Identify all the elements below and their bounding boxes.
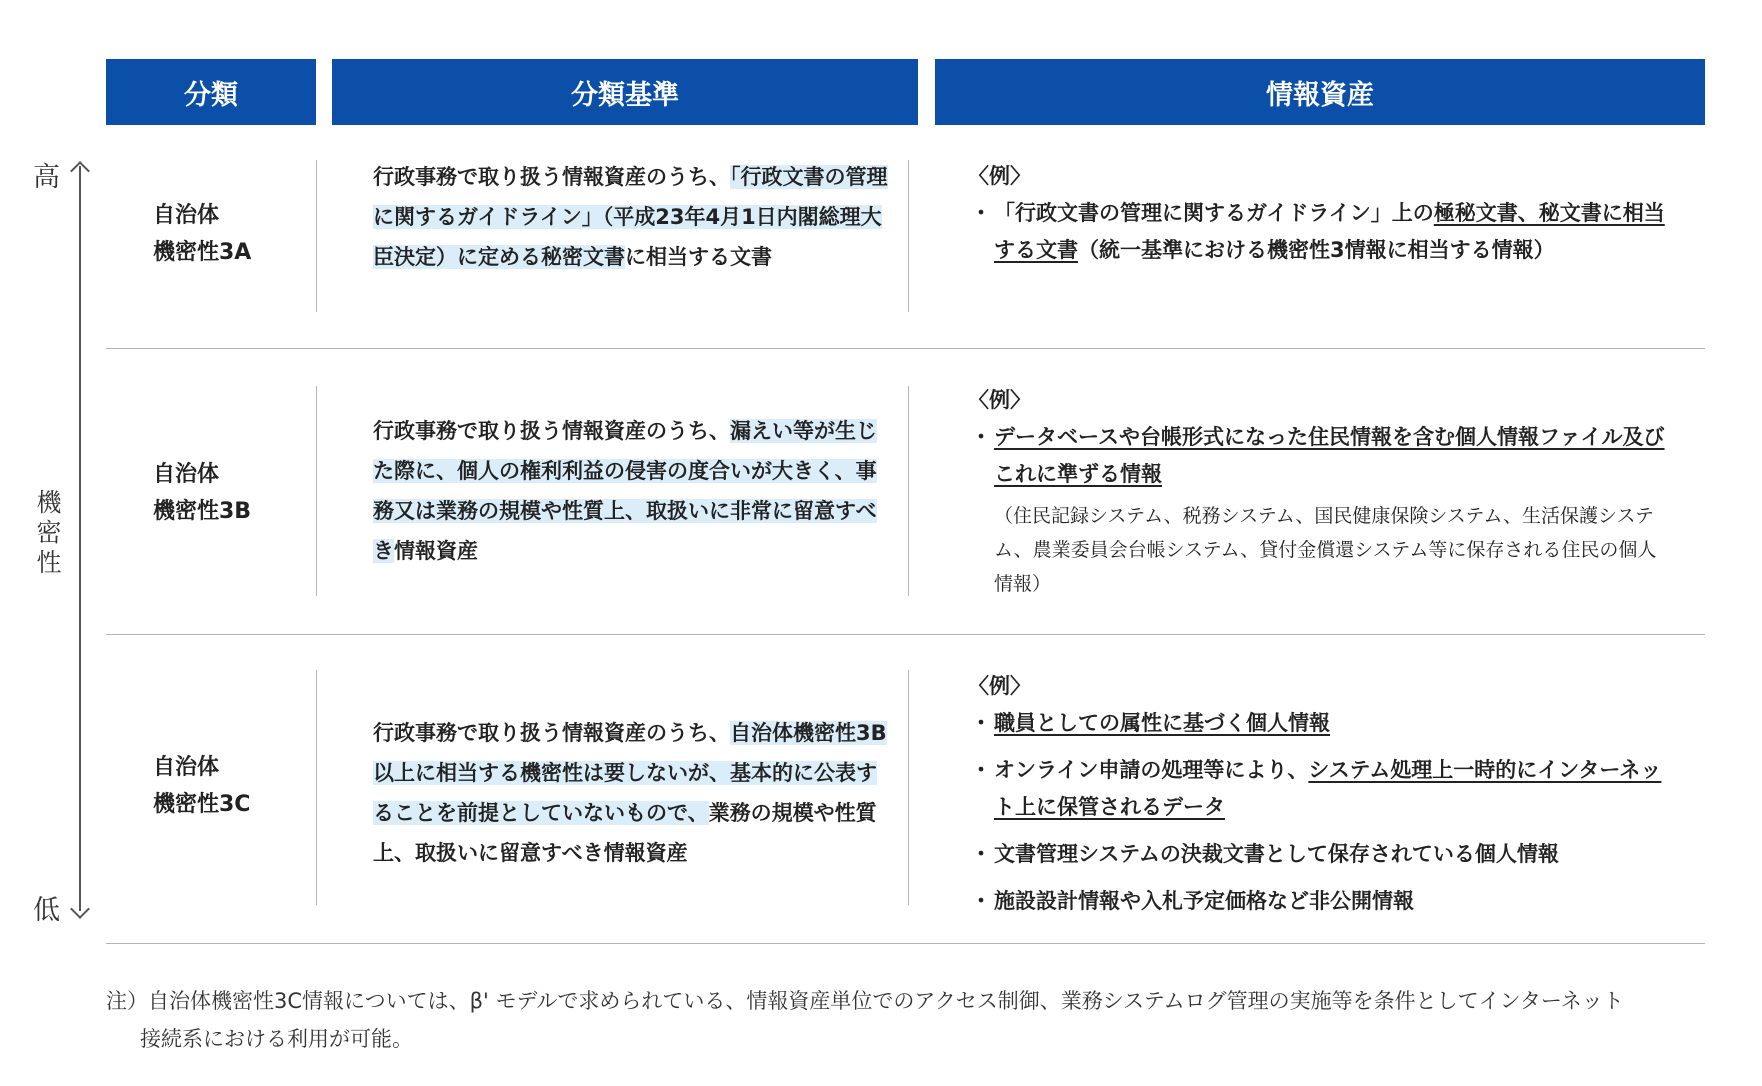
category-3a <box>153 197 303 271</box>
bullet-icon: ・ <box>970 201 992 225</box>
example-text <box>994 195 1668 269</box>
row-divider <box>106 348 1705 349</box>
criteria-text: 行政事務で取り扱う情報資産のうち、 <box>373 419 730 443</box>
category-line: 自治体 <box>153 203 220 228</box>
criteria-highlight: 自治体機密性3B以上に相当する機密性は要しないが、基本的に公表することを前提としていないもので、 <box>373 721 887 825</box>
example-underlined: データベースや台帳形式になった住民情報を含む個人情報ファイル及びこれに準ずる情報 <box>994 425 1665 486</box>
example-text <box>994 752 1668 826</box>
column-divider <box>908 386 909 596</box>
header-category: 分類 <box>106 59 316 125</box>
example-text: 文書管理システムの決裁文書として保存されている個人情報 <box>994 842 1559 866</box>
example-pre: 「行政文書の管理に関するガイドライン」上の <box>994 201 1434 225</box>
criteria-highlight: 漏えい等が生じた際に、個人の権利利益の侵害の度合いが大きく、事務又は業務の規模や性質上、取扱いに非常に留意すべき <box>373 419 877 563</box>
criteria-highlight: 「行政文書の管理に関するガイドライン」（平成23年4月1日内閣総理大臣決定）に定める秘密文書 <box>373 165 888 269</box>
column-divider <box>316 386 317 596</box>
criteria-3b <box>373 411 893 571</box>
header-assets: 情報資産 <box>935 59 1705 125</box>
bullet-icon: ・ <box>970 842 992 866</box>
column-divider <box>908 160 909 312</box>
criteria-text: 情報資産 <box>394 539 478 563</box>
arrow-up-icon <box>70 161 90 181</box>
example-label: 〈例〉 <box>968 674 1031 698</box>
footnote-line: 注）自治体機密性3C情報については、β' モデルで求められている、情報資産単位でのアクセス制御、業務システムログ管理の実施等を条件としてインターネット <box>106 989 1624 1013</box>
criteria-3c <box>373 713 893 873</box>
bullet-icon: ・ <box>970 711 992 735</box>
criteria-text: に相当する文書 <box>625 245 772 269</box>
axis-char: 機 <box>36 488 62 517</box>
example-item <box>968 883 1668 920</box>
example-underlined: 極秘文書、秘文書に相当する文書 <box>994 201 1665 262</box>
axis-high-label: 高 <box>33 162 60 193</box>
column-divider <box>316 160 317 312</box>
category-line: 自治体 <box>153 755 220 780</box>
example-underlined: システム処理上一時的にインターネット上に保管されるデータ <box>994 758 1662 819</box>
category-3b <box>153 456 303 530</box>
assets-3b <box>968 382 1668 601</box>
criteria-text: 行政事務で取り扱う情報資産のうち、 <box>373 721 730 745</box>
category-line: 機密性3B <box>153 499 252 524</box>
column-divider <box>316 670 317 905</box>
example-pre: オンライン申請の処理等により、 <box>994 758 1309 782</box>
axis-low-label: 低 <box>33 895 60 926</box>
assets-3a <box>968 158 1668 269</box>
category-line: 自治体 <box>153 462 220 487</box>
bullet-icon: ・ <box>970 758 992 782</box>
example-underlined: 職員としての属性に基づく個人情報 <box>994 711 1330 735</box>
bullet-icon: ・ <box>970 889 992 913</box>
category-3c <box>153 749 303 823</box>
footnote-line: 接続系における利用が可能。 <box>140 1027 413 1051</box>
criteria-3a <box>373 157 893 277</box>
arrow-down-icon <box>70 899 90 919</box>
example-item <box>968 705 1668 742</box>
example-label: 〈例〉 <box>968 164 1031 188</box>
row-divider <box>106 634 1705 635</box>
header-criteria: 分類基準 <box>332 59 918 125</box>
axis-confidentiality-label <box>33 488 65 578</box>
example-note: （住民記録システム、税務システム、国民健康保険システム、生活保護システム、農業委員会台帳システム、貸付金償還システム等に保存される住民の個人情報） <box>994 505 1657 595</box>
criteria-text: 行政事務で取り扱う情報資産のうち、 <box>373 165 730 189</box>
axis-char: 密 <box>36 518 62 547</box>
example-item <box>968 836 1668 873</box>
row-divider <box>106 943 1705 944</box>
axis-line <box>79 166 81 911</box>
example-post: （統一基準における機密性3情報に相当する情報） <box>1078 238 1555 262</box>
axis-char: 性 <box>36 548 62 577</box>
example-item <box>968 195 1668 269</box>
footnote <box>106 982 1716 1058</box>
assets-3c <box>968 668 1668 920</box>
category-line: 機密性3C <box>153 792 251 817</box>
example-item <box>968 752 1668 826</box>
criteria-text: 業務の規模や性質上、取扱いに留意すべき情報資産 <box>373 801 877 865</box>
example-item <box>968 419 1668 493</box>
example-label: 〈例〉 <box>968 388 1031 412</box>
example-text: 施設設計情報や入札予定価格など非公開情報 <box>994 889 1414 913</box>
category-line: 機密性3A <box>153 240 252 265</box>
column-divider <box>908 670 909 905</box>
bullet-icon: ・ <box>970 425 992 449</box>
